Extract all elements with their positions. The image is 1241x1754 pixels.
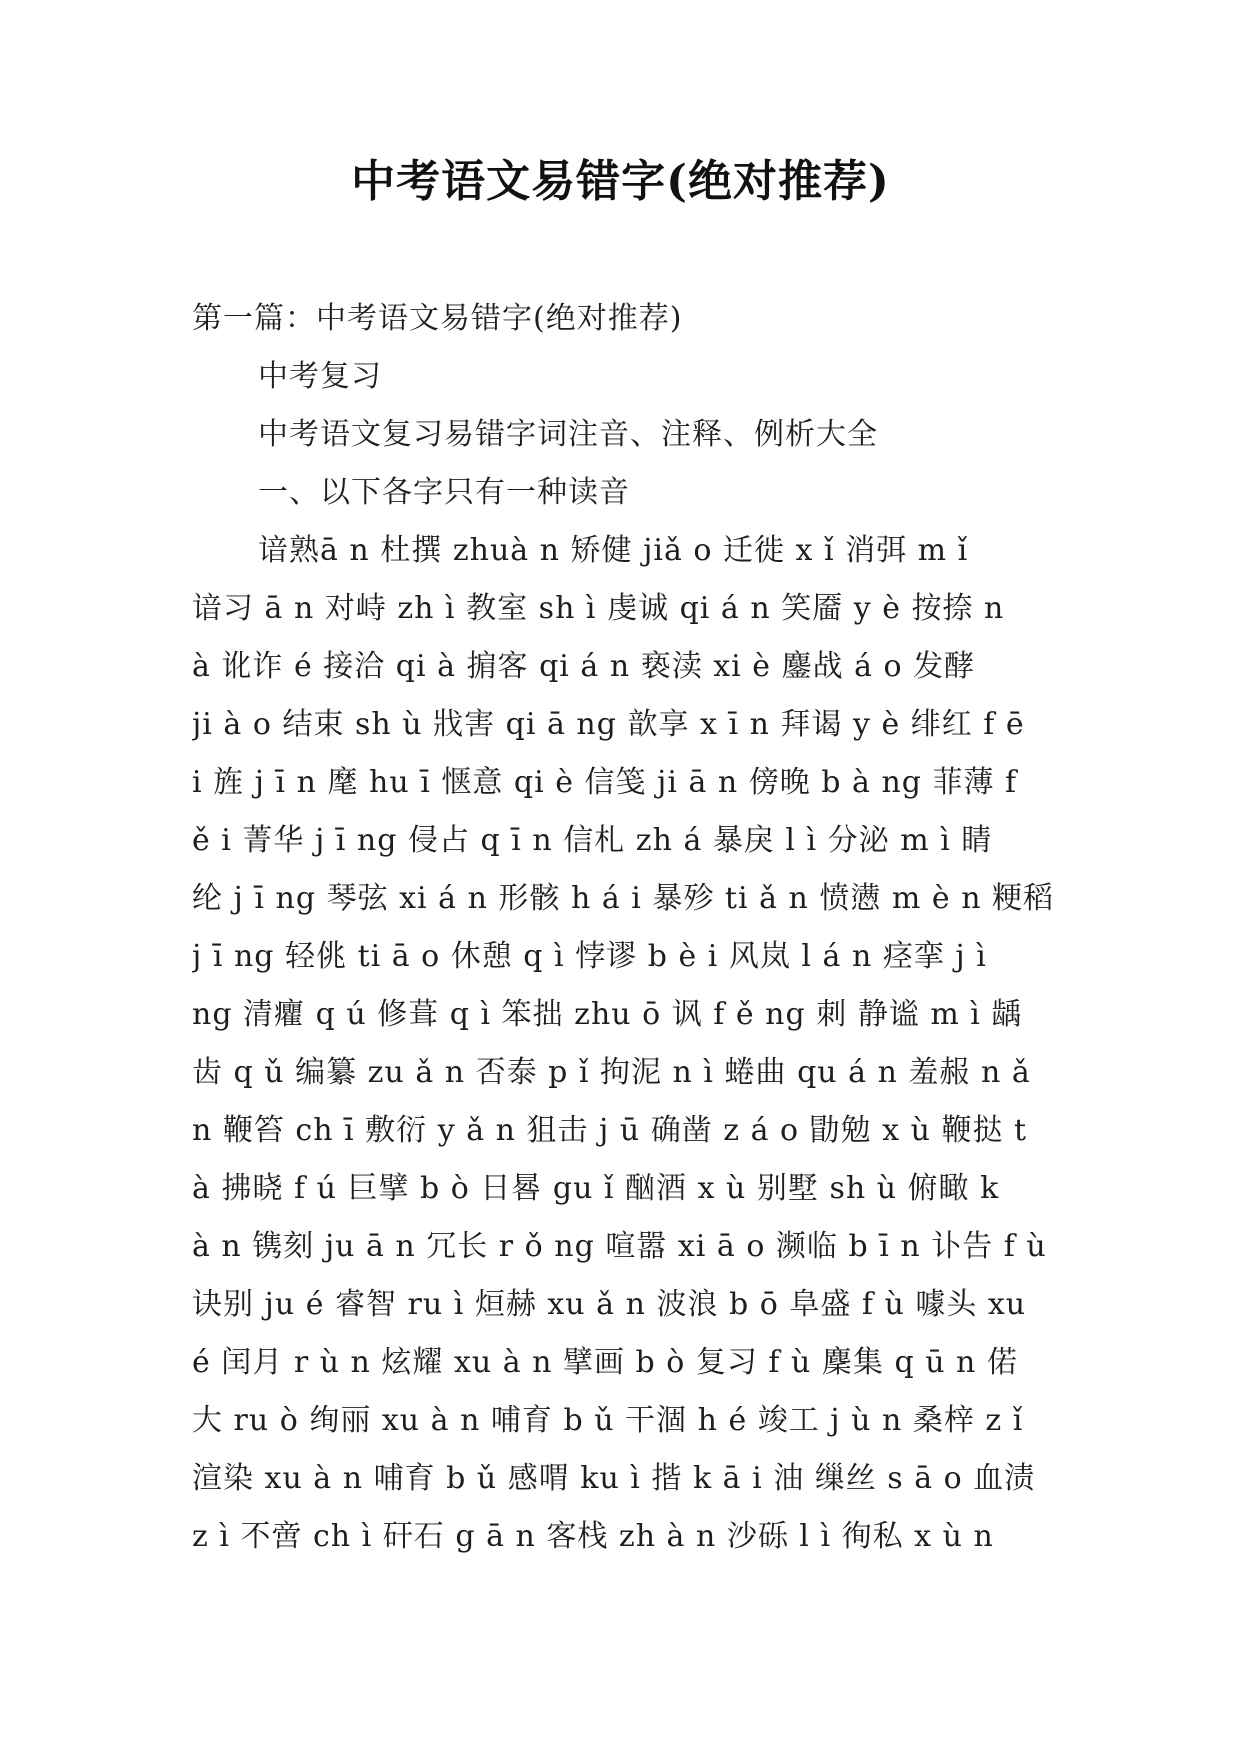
text-line: 谙习 ā n 对峙 zh ì 教室 sh ì 虔诚 qi á n 笑靥 y è 按捺 n: [192, 591, 1005, 626]
document-body: [192, 290, 1057, 1566]
text-line: à n 镌刻 ju ā n 冗长 r ǒ ng 喧嚣 xi ā o 濒临 b ī n 讣告 f ù: [192, 1229, 1047, 1264]
text-line: ng 清癯 q ú 修葺 q ì 笨拙 zhu ō 讽 f ě ng 刺 静谧 m ì 龋: [192, 997, 1023, 1032]
text-line: ě i 菁华 j ī ng 侵占 q ī n 信札 zh á 暴戾 l ì 分泌 m ì 睛: [192, 823, 993, 858]
text-line: à 讹诈 é 接洽 qi à 掮客 qi á n 亵渎 xi è 鏖战 á o 发酵: [192, 649, 976, 684]
section-heading: 第一篇：中考语文易错字(绝对推荐): [192, 301, 683, 336]
intro-line: 中考语文复习易错字词注音、注释、例析大全: [258, 417, 878, 452]
text-line: 纶 j ī ng 琴弦 xi á n 形骸 h á i 暴殄 ti ǎ n 愤懑 m è n 粳稻: [192, 881, 1055, 916]
document-title: 中考语文易错字(绝对推荐): [351, 156, 890, 207]
text-line: 齿 q ǔ 编纂 zu ǎ n 否泰 p ǐ 拘泥 n ì 蜷曲 qu á n 羞赧 n ǎ: [192, 1055, 1031, 1090]
text-line: é 闰月 r ù n 炫耀 xu à n 擘画 b ò 复习 f ù 麇集 q ū n 偌: [192, 1345, 1018, 1380]
text-line: à 拂晓 f ú 巨擘 b ò 日晷 gu ǐ 酗酒 x ù 别墅 sh ù 俯瞰 k: [192, 1171, 1000, 1206]
text-line: 诀别 ju é 睿智 ru ì 烜赫 xu ǎ n 波浪 b ō 阜盛 f ù 噱头 xu: [192, 1287, 1027, 1322]
section-one-heading: 一、以下各字只有一种读音: [258, 475, 630, 510]
text-line: n 鞭笞 ch ī 敷衍 y ǎ n 狙击 j ū 确凿 z á o 勖勉 x ù 鞭挞 t: [192, 1113, 1028, 1148]
text-line: 谙熟ā n 杜撰 zhuà n 矫健 jiǎ o 迁徙 x ǐ 消弭 m ǐ: [258, 533, 969, 568]
subtitle: 中考复习: [258, 359, 382, 394]
text-line: j ī ng 轻佻 ti ā o 休憩 q ì 悖谬 b è i 风岚 l á n 痉挛 j ì: [192, 939, 987, 974]
text-line: ji à o 结束 sh ù 戕害 qi ā ng 歆享 x ī n 拜谒 y è 绯红 f ē: [192, 707, 1025, 742]
text-line: i 旌 j ī n 麾 hu ī 惬意 qi è 信笺 ji ā n 傍晚 b à ng 菲薄 f: [192, 765, 1018, 800]
text-line: z ì 不啻 ch ì 矸石 g ā n 客栈 zh à n 沙砾 l ì 徇私 x ù n: [192, 1519, 994, 1554]
text-line: 大 ru ò 绚丽 xu à n 哺育 b ǔ 干涸 h é 竣工 j ù n 桑梓 z ǐ: [192, 1403, 1024, 1438]
text-line: 渲染 xu à n 哺育 b ǔ 感喟 ku ì 揩 k ā i 油 缫丝 s ā o 血渍: [192, 1461, 1036, 1496]
